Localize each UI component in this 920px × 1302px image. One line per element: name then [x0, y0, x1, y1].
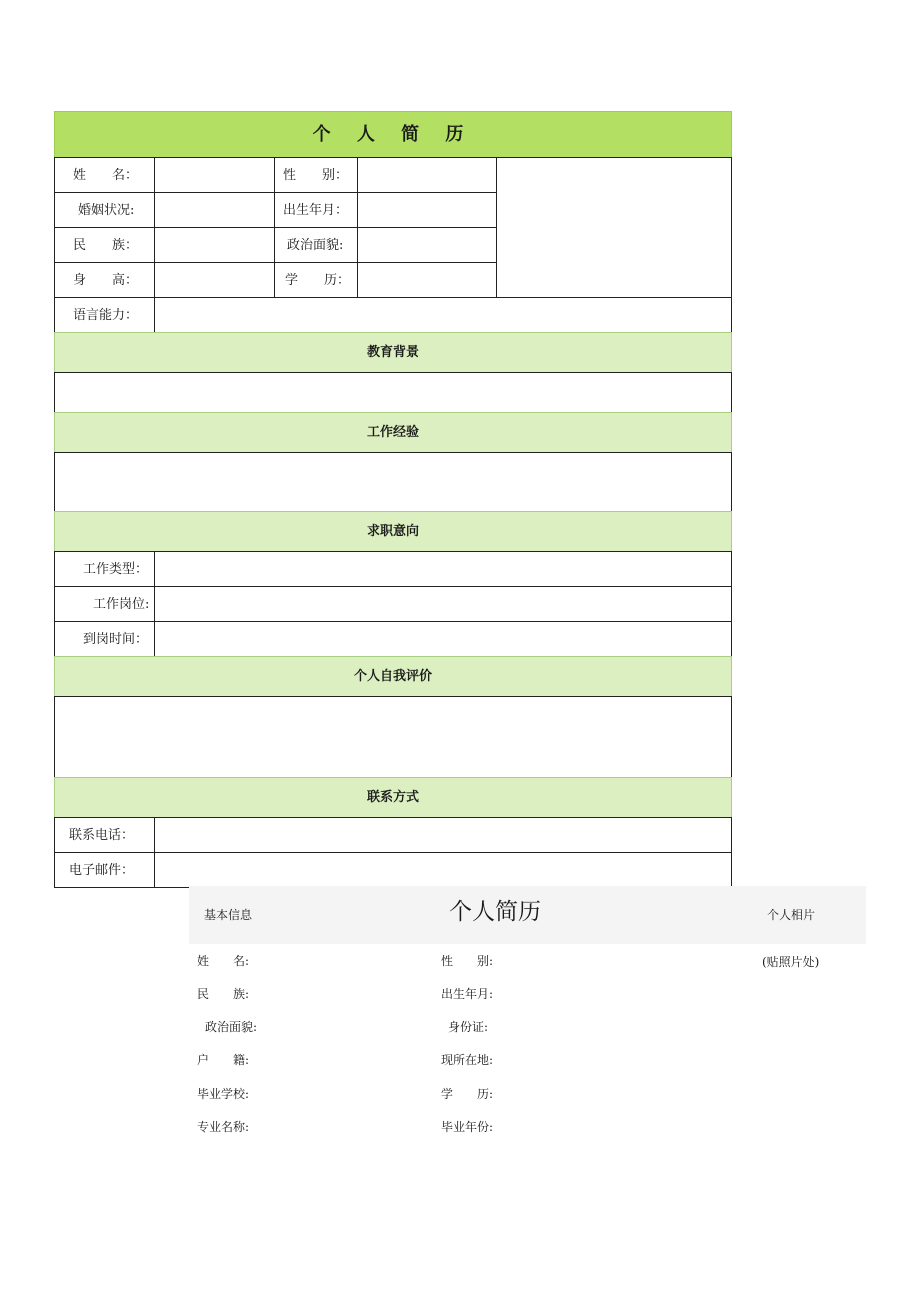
education-background-title: 教育背景	[366, 345, 419, 360]
resume2-header	[189, 886, 866, 944]
job-type-label: 工作类型：	[83, 562, 149, 577]
resume-title: 个 人 简 历	[312, 124, 474, 145]
r2-name-label: 姓 名:	[197, 954, 250, 968]
language-label-cell	[54, 297, 155, 333]
language-value-cell[interactable]	[154, 297, 732, 333]
height-value-cell[interactable]	[154, 262, 275, 298]
education-label: 学 历：	[285, 273, 351, 288]
r2-ethnicity-label: 民 族:	[197, 987, 250, 1001]
birth-label-cell	[274, 192, 358, 228]
work-experience-title: 工作经验	[366, 425, 419, 440]
education-label-cell	[274, 262, 358, 298]
r2-major-label: 专业名称:	[197, 1120, 250, 1134]
self-evaluation-title: 个人自我评价	[353, 669, 432, 684]
gender-label: 性 别：	[283, 168, 349, 183]
r2-household-label: 户 籍:	[197, 1053, 250, 1067]
political-label: 政治面貌:	[287, 238, 344, 253]
ethnicity-value-cell[interactable]	[154, 227, 275, 263]
job-type-value-cell[interactable]	[154, 551, 732, 587]
r2-location-label: 现所在地:	[441, 1053, 494, 1067]
name-label-cell	[54, 157, 155, 193]
gender-value-cell[interactable]	[357, 157, 497, 193]
job-intention-title: 求职意向	[366, 524, 419, 539]
political-label-cell	[274, 227, 358, 263]
start-date-label: 到岗时间：	[83, 632, 149, 647]
photo-label: 个人相片	[767, 908, 816, 922]
r2-political-label: 政治面貌:	[205, 1020, 258, 1034]
resume2-title: 个人简历	[449, 899, 541, 925]
marital-value-cell[interactable]	[154, 192, 275, 228]
contact-title: 联系方式	[366, 790, 419, 805]
work-experience-header	[54, 412, 732, 453]
marital-label: 婚姻状况:	[78, 203, 135, 218]
self-evaluation-header	[54, 656, 732, 697]
basic-info-label: 基本信息	[204, 908, 253, 922]
r2-school-label: 毕业学校:	[197, 1087, 250, 1101]
photo-hint: (贴照片处)	[762, 955, 820, 969]
marital-label-cell	[54, 192, 155, 228]
r2-gender-label: 性 别:	[441, 954, 494, 968]
r2-birth-label: 出生年月:	[441, 987, 494, 1001]
gender-label-cell	[274, 157, 358, 193]
self-evaluation-content[interactable]	[54, 696, 732, 778]
ethnicity-label-cell	[54, 227, 155, 263]
name-value-cell[interactable]	[154, 157, 275, 193]
ethnicity-label: 民 族：	[73, 238, 139, 253]
start-date-value-cell[interactable]	[154, 621, 732, 657]
email-value-cell[interactable]	[154, 852, 732, 888]
r2-education-label: 学 历:	[441, 1087, 494, 1101]
height-label: 身 高：	[73, 273, 139, 288]
work-experience-content[interactable]	[54, 452, 732, 512]
birth-label: 出生年月：	[283, 203, 349, 218]
education-value-cell[interactable]	[357, 262, 497, 298]
r2-id-label: 身份证:	[448, 1020, 489, 1034]
job-position-label: 工作岗位:	[93, 597, 150, 612]
phone-label-cell	[54, 817, 155, 853]
phone-label: 联系电话：	[69, 828, 135, 843]
email-label-cell	[54, 852, 155, 888]
phone-value-cell[interactable]	[154, 817, 732, 853]
r2-grad-year-label: 毕业年份:	[441, 1120, 494, 1134]
email-label: 电子邮件：	[69, 863, 135, 878]
name-label: 姓 名：	[73, 168, 139, 183]
education-background-header	[54, 332, 732, 373]
job-position-label-cell	[54, 586, 155, 622]
job-position-value-cell[interactable]	[154, 586, 732, 622]
start-date-label-cell	[54, 621, 155, 657]
job-intention-header	[54, 511, 732, 552]
photo-cell[interactable]	[496, 157, 732, 298]
education-background-content[interactable]	[54, 372, 732, 413]
birth-value-cell[interactable]	[357, 192, 497, 228]
language-label: 语言能力：	[73, 308, 139, 323]
height-label-cell	[54, 262, 155, 298]
contact-header	[54, 777, 732, 818]
political-value-cell[interactable]	[357, 227, 497, 263]
resume-title-bar	[54, 111, 732, 158]
job-type-label-cell	[54, 551, 155, 587]
